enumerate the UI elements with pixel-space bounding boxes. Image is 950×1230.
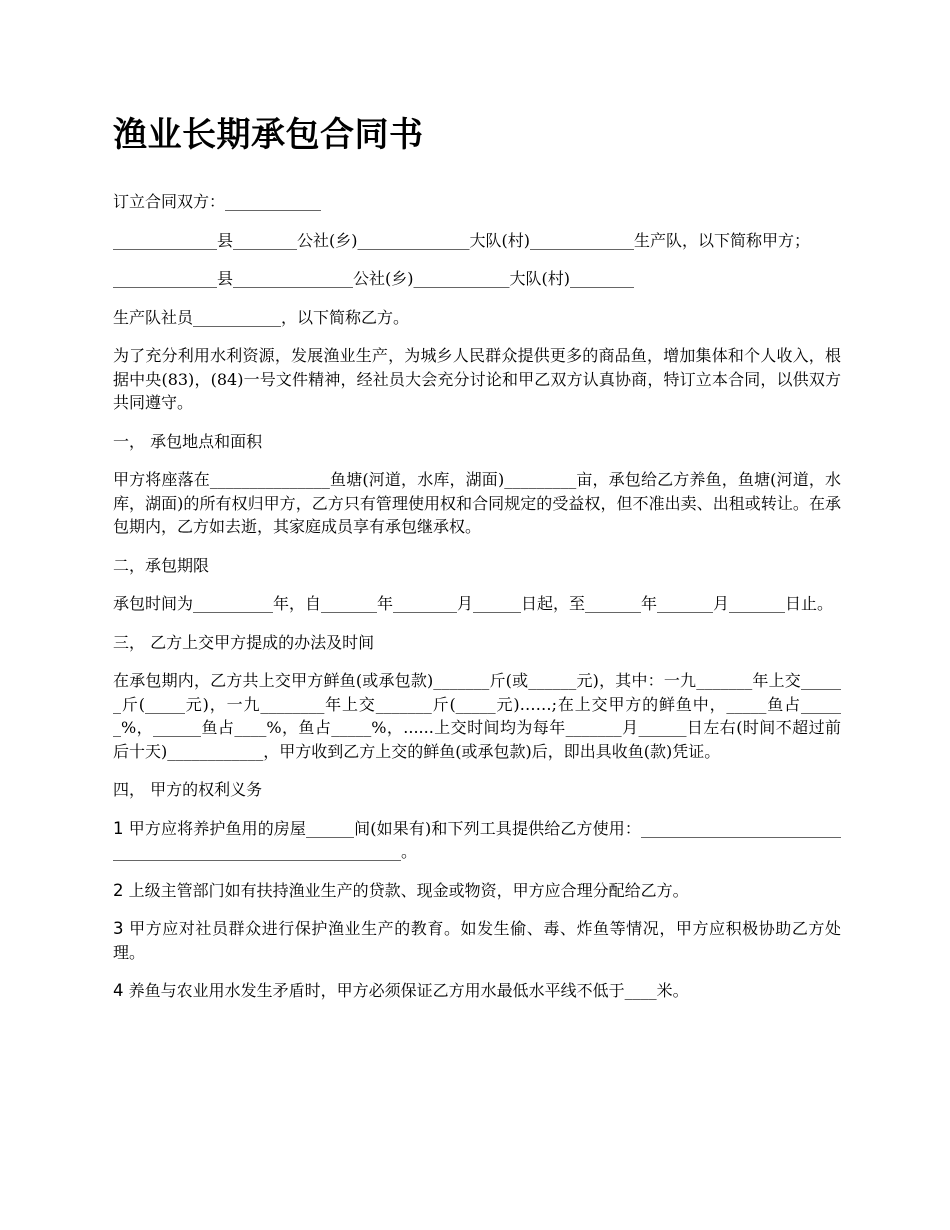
clause-number: 4 xyxy=(113,981,124,1000)
paragraph-text: 生产队社员___________，以下简称乙方。 xyxy=(113,307,410,327)
clause-item-1 xyxy=(113,817,841,864)
clause-item-4 xyxy=(113,979,841,1003)
paragraph-text: 甲方应将养护鱼用的房屋______间(如果有)和下列工具提供给乙方使用：_____________________________________________________________。 xyxy=(113,818,841,861)
section-heading-3 xyxy=(113,631,841,655)
paragraph-preamble xyxy=(113,344,841,415)
paragraph-text: 在承包期内，乙方共上交甲方鲜鱼(或承包款)_______斤(或______元)，其中：一九_______年上交______斤(_____元)，一九________年上交_______斤(_____元)……;在上交甲方的鲜鱼中，_____鱼占______%，______鱼占____%，鱼占_____%，......上交时间均为每年_______月______日左右(时间不超过前后十天)____________，甲方收到乙方上交的鲜鱼(或承包款)后，即出具收鱼(款)凭证。 xyxy=(113,671,841,761)
document-title: 渔业长期承包合同书 xyxy=(113,115,424,155)
clause-number: 1 xyxy=(113,818,124,838)
clause-item-2 xyxy=(113,879,841,903)
paragraph-text: 订立合同双方：____________ xyxy=(113,192,322,211)
document-page xyxy=(113,110,841,1018)
paragraph-text: 承包时间为__________年，自_______年________月______日起，至_______年_______月_______日止。 xyxy=(113,594,834,613)
paragraph-party-b-location xyxy=(113,267,841,291)
clause-item-3 xyxy=(113,917,841,964)
paragraph-term xyxy=(113,592,841,616)
paragraph-text: 为了充分利用水利资源，发展渔业生产，为城乡人民群众提供更多的商品鱼，增加集体和个人收入，根据中央(83)，(84)一号文件精神，经社员大会充分讨论和甲乙双方认真协商，特订立本合同，以供双方共同遵守。 xyxy=(113,346,841,412)
section-heading-2 xyxy=(113,554,841,578)
paragraph-text: 三， 乙方上交甲方提成的办法及时间 xyxy=(113,632,375,652)
paragraph-text: 四， 甲方的权利义务 xyxy=(113,780,263,799)
paragraph-text: 甲方将座落在_______________鱼塘(河道，水库，湖面)_________亩，承包给乙方养鱼，鱼塘(河道，水库，湖面)的所有权归甲方，乙方只有管理使用权和合同规定的受益权，但不准出卖、出租或转让。在承包期内，乙方如去逝，其家庭成员享有承包继承权。 xyxy=(113,470,841,536)
paragraph-parties xyxy=(113,190,841,214)
paragraph-text: 上级主管部门如有扶持渔业生产的贷款、现金或物资，甲方应合理分配给乙方。 xyxy=(123,880,689,900)
clause-number: 2 xyxy=(113,880,124,900)
paragraph-text: 二，承包期限 xyxy=(113,555,210,575)
paragraph-party-a xyxy=(113,229,841,253)
paragraph-text: _____________县________公社(乡)______________大队(村)_____________生产队，以下简称甲方； xyxy=(113,230,810,250)
paragraph-text: 一， 承包地点和面积 xyxy=(113,431,263,451)
clause-number: 3 xyxy=(113,919,124,938)
paragraph-location-area xyxy=(113,468,841,539)
section-heading-1 xyxy=(113,430,841,454)
paragraph-payment xyxy=(113,669,841,763)
paragraph-party-b xyxy=(113,306,841,330)
paragraph-text: 甲方应对社员群众进行保护渔业生产的教育。如发生偷、毒、炸鱼等情况，甲方应积极协助乙方处理。 xyxy=(113,919,841,962)
paragraph-text: _____________县_______________公社(乡)____________大队(村)________ xyxy=(113,269,634,288)
paragraph-text: 养鱼与农业用水发生矛盾时，甲方必须保证乙方用水最低水平线不低于____米。 xyxy=(123,981,689,1000)
section-heading-4 xyxy=(113,778,841,802)
